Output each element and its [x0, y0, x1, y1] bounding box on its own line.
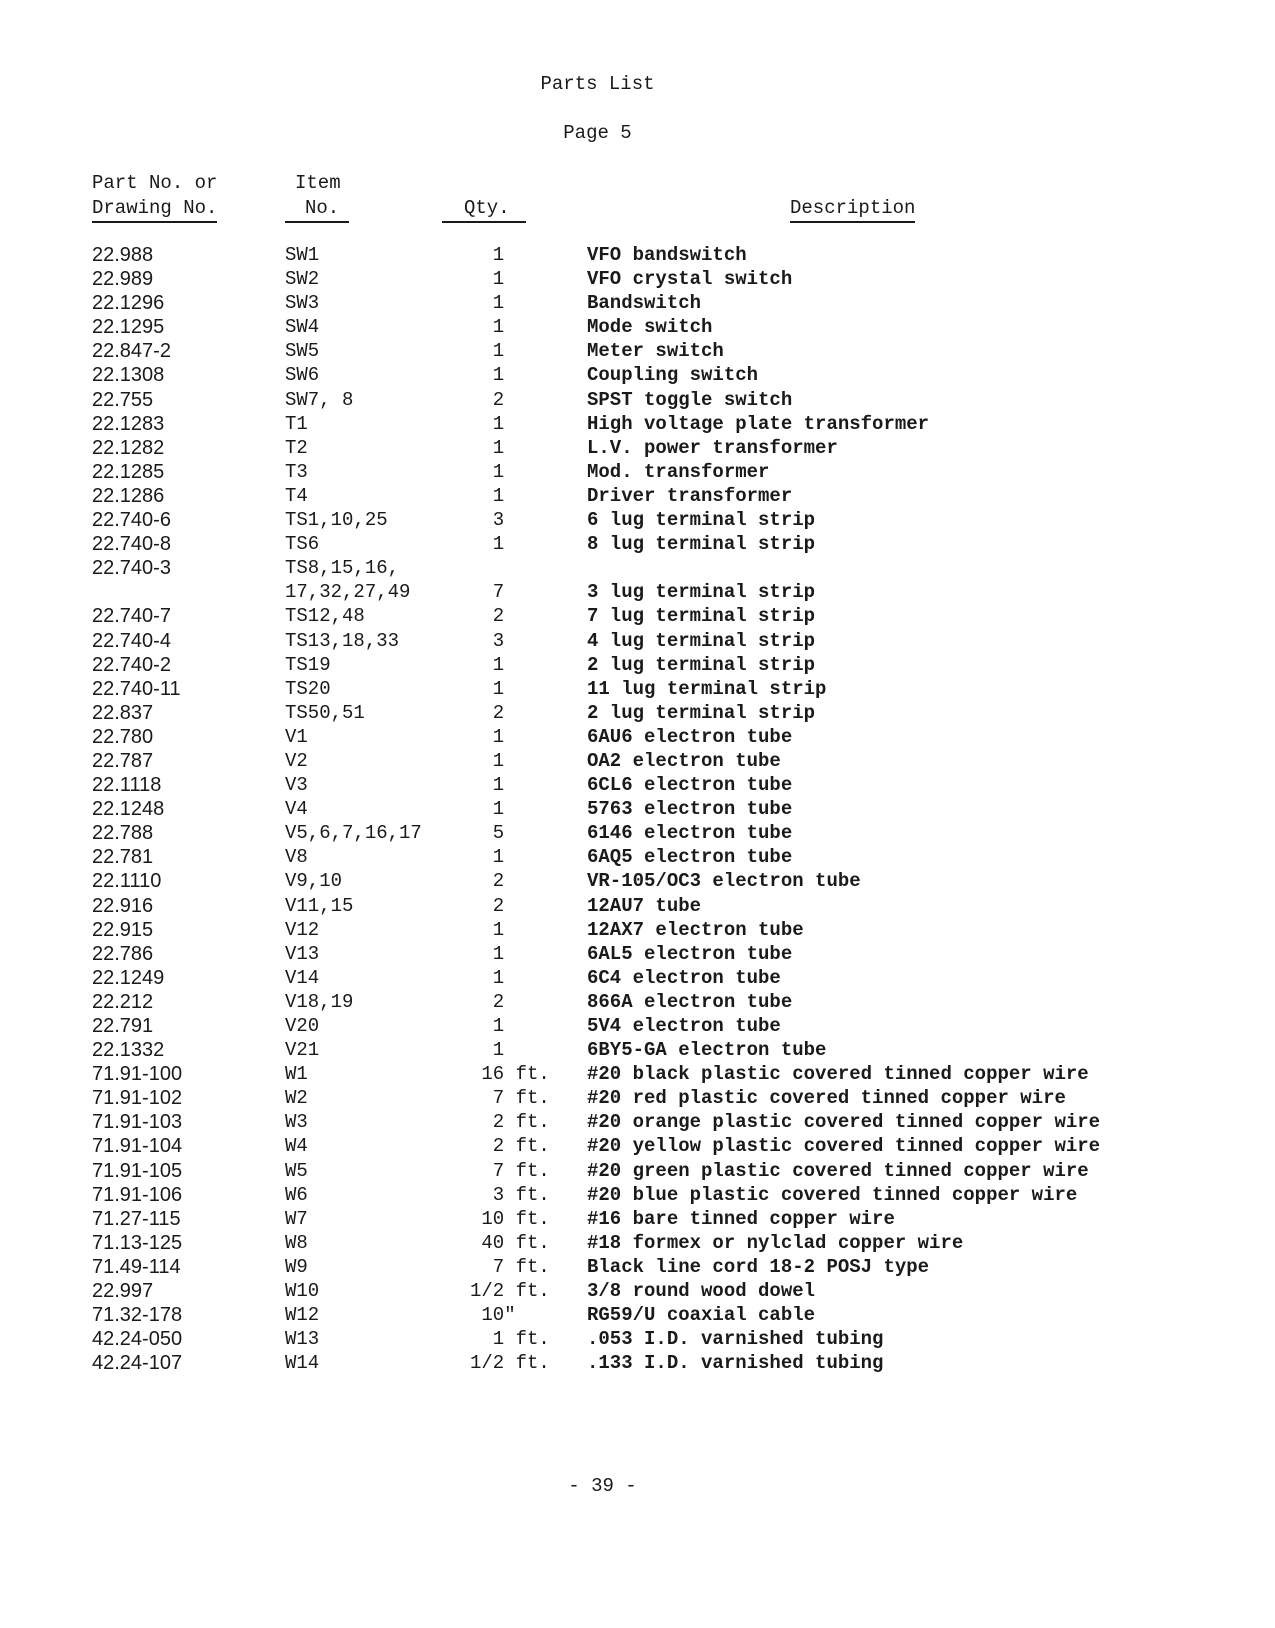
part-number: 22.1283 — [92, 412, 165, 435]
quantity: 1 — [470, 918, 505, 941]
part-number: 42.24-050 — [92, 1328, 183, 1351]
item-number: W7 — [285, 1207, 308, 1230]
item-number: TS1,10,25 — [285, 509, 388, 532]
quantity: 1 — [470, 244, 505, 266]
part-number: 71.91-104 — [92, 1135, 183, 1158]
table-row — [0, 243, 1275, 267]
part-number: 22.1248 — [92, 798, 165, 821]
description: Black line cord 18-2 POSJ type — [587, 1255, 930, 1278]
header-description: Description — [790, 196, 915, 223]
quantity: 1 — [470, 292, 505, 315]
part-number: 22.1118 — [92, 774, 162, 797]
table-row — [0, 1038, 1275, 1062]
part-number: 71.91-106 — [92, 1183, 183, 1206]
description: 6 lug terminal strip — [587, 509, 816, 532]
quantity: 10 ft. — [470, 1207, 550, 1230]
item-number: V9,10 — [285, 870, 343, 893]
table-row — [0, 942, 1275, 966]
item-number: T3 — [285, 460, 308, 483]
description: 3 lug terminal strip — [587, 581, 816, 604]
document-title: Parts List — [540, 73, 655, 95]
description: 5V4 electron tube — [587, 1015, 781, 1037]
description: #20 black plastic covered tinned copper wire — [587, 1063, 1089, 1086]
item-number: W10 — [285, 1280, 320, 1303]
quantity: 1 — [470, 677, 505, 700]
item-number: W6 — [285, 1183, 308, 1206]
item-number: TS13,18,33 — [285, 629, 400, 652]
description: VFO crystal switch — [587, 268, 793, 291]
header-item-line1: Item — [295, 172, 341, 194]
item-number: W9 — [285, 1255, 308, 1278]
part-number: 22.781 — [92, 846, 154, 869]
item-number: V3 — [285, 774, 308, 797]
quantity: 1 — [470, 1039, 505, 1062]
part-number: 71.91-105 — [92, 1159, 183, 1182]
quantity: 2 ft. — [470, 1111, 550, 1134]
table-row — [0, 1351, 1275, 1375]
part-number: 22.1286 — [92, 484, 165, 507]
quantity: 1 — [470, 725, 505, 748]
description: 5763 electron tube — [587, 798, 793, 821]
page-label: Page 5 — [563, 122, 632, 144]
table-row — [0, 725, 1275, 749]
part-number: 22.755 — [92, 388, 154, 411]
header-part-no — [92, 171, 217, 223]
description: 11 lug terminal strip — [587, 677, 827, 700]
table-row — [0, 412, 1275, 436]
quantity: 1 — [470, 484, 505, 507]
table-row — [0, 315, 1275, 339]
part-number: 22.740-8 — [92, 533, 171, 556]
description: 2 lug terminal strip — [587, 701, 816, 724]
description: #20 blue plastic covered tinned copper wire — [587, 1183, 1078, 1206]
description: 4 lug terminal strip — [587, 629, 816, 652]
part-number: 71.32-178 — [92, 1304, 183, 1327]
description: High voltage plate transformer — [587, 412, 930, 435]
part-number: 22.1332 — [92, 1039, 165, 1062]
quantity: 1 — [470, 533, 505, 556]
part-number: 22.212 — [92, 990, 154, 1013]
table-row — [0, 1327, 1275, 1351]
item-number: TS50,51 — [285, 701, 365, 724]
description: 6AQ5 electron tube — [587, 846, 793, 869]
item-number: V20 — [285, 1015, 320, 1037]
table-row — [0, 267, 1275, 291]
table-row — [0, 436, 1275, 460]
description: SPST toggle switch — [587, 388, 793, 411]
part-number: 22.1308 — [92, 364, 165, 387]
quantity: 3 ft. — [470, 1183, 550, 1206]
item-number: W13 — [285, 1328, 320, 1351]
item-number: V8 — [285, 846, 308, 869]
quantity: 1 — [470, 412, 505, 435]
quantity: 1 — [470, 774, 505, 797]
description: Bandswitch — [587, 292, 702, 315]
item-number: SW4 — [285, 316, 320, 339]
table-row — [0, 1086, 1275, 1110]
part-number: 22.791 — [92, 1015, 154, 1037]
header-item-line2: No. — [285, 196, 349, 223]
description: Mod. transformer — [587, 460, 770, 483]
description: #20 green plastic covered tinned copper wire — [587, 1159, 1089, 1182]
quantity: 10" — [470, 1304, 516, 1327]
part-number: 22.740-2 — [92, 653, 171, 676]
item-number: SW2 — [285, 268, 320, 291]
part-number: 71.91-103 — [92, 1111, 183, 1134]
description: .053 I.D. varnished tubing — [587, 1328, 884, 1351]
quantity: 1 — [470, 364, 505, 387]
table-row — [0, 580, 1275, 604]
item-number: W5 — [285, 1159, 308, 1182]
description: 6CL6 electron tube — [587, 774, 793, 797]
table-row — [0, 532, 1275, 556]
header-part-line1: Part No. or — [92, 172, 218, 194]
table-row — [0, 918, 1275, 942]
description: 12AX7 electron tube — [587, 918, 804, 941]
table-row — [0, 1231, 1275, 1255]
part-number: 22.837 — [92, 701, 154, 724]
quantity: 1 — [470, 966, 505, 989]
table-row — [0, 1183, 1275, 1207]
table-row — [0, 339, 1275, 363]
part-number: 22.740-3 — [92, 557, 171, 580]
table-row — [0, 604, 1275, 628]
table-row — [0, 1062, 1275, 1086]
description: VFO bandswitch — [587, 244, 747, 266]
item-number: SW7, 8 — [285, 388, 354, 411]
item-number: W12 — [285, 1304, 320, 1327]
quantity: 7 ft. — [470, 1159, 550, 1182]
part-number: 22.988 — [92, 244, 154, 266]
description: Coupling switch — [587, 364, 759, 387]
quantity: 1 — [470, 316, 505, 339]
table-row — [0, 773, 1275, 797]
part-number: 22.780 — [92, 725, 154, 748]
part-number: 22.989 — [92, 268, 154, 291]
table-row — [0, 1207, 1275, 1231]
table-row — [0, 291, 1275, 315]
table-row — [0, 1110, 1275, 1134]
description: L.V. power transformer — [587, 436, 838, 459]
quantity: 1 — [470, 798, 505, 821]
table-row — [0, 1014, 1275, 1038]
part-number: 22.1110 — [92, 870, 162, 893]
quantity: 40 ft. — [470, 1231, 550, 1254]
part-number: 22.847-2 — [92, 340, 171, 363]
header-part-line2: Drawing No. — [92, 196, 217, 223]
item-number: V5,6,7,16,17 — [285, 822, 422, 845]
table-row — [0, 1159, 1275, 1183]
part-number: 22.1249 — [92, 966, 165, 989]
quantity: 1 — [470, 268, 505, 291]
item-number: W14 — [285, 1352, 320, 1375]
part-number: 22.740-7 — [92, 605, 171, 628]
table-row — [0, 1255, 1275, 1279]
description: 6146 electron tube — [587, 822, 793, 845]
item-number: TS20 — [285, 677, 331, 700]
description: 6AL5 electron tube — [587, 942, 793, 965]
table-row — [0, 701, 1275, 725]
description: 6C4 electron tube — [587, 966, 781, 989]
part-number: 71.91-100 — [92, 1063, 183, 1086]
table-row — [0, 508, 1275, 532]
quantity: 2 — [470, 870, 505, 893]
part-number: 71.13-125 — [92, 1231, 183, 1254]
quantity: 1 — [470, 846, 505, 869]
description: 6BY5-GA electron tube — [587, 1039, 827, 1062]
part-number: 22.916 — [92, 894, 154, 917]
parts-table — [0, 243, 1275, 1375]
description: 8 lug terminal strip — [587, 533, 816, 556]
description: 3/8 round wood dowel — [587, 1280, 816, 1303]
item-number: V14 — [285, 966, 320, 989]
table-row — [0, 869, 1275, 893]
table-row — [0, 990, 1275, 1014]
table-row — [0, 677, 1275, 701]
table-row — [0, 484, 1275, 508]
part-number: 71.91-102 — [92, 1087, 183, 1110]
part-number: 22.1295 — [92, 316, 165, 339]
item-number: W8 — [285, 1231, 308, 1254]
header-qty: Qty. — [442, 196, 526, 223]
part-number: 22.915 — [92, 918, 154, 941]
quantity: 1/2 ft. — [470, 1352, 550, 1375]
part-number: 22.1285 — [92, 460, 165, 483]
quantity: 2 — [470, 990, 505, 1013]
part-number: 22.1296 — [92, 292, 165, 315]
description: 866A electron tube — [587, 990, 793, 1013]
item-number: V18,19 — [285, 990, 354, 1013]
part-number: 71.49-114 — [92, 1255, 181, 1278]
table-row — [0, 894, 1275, 918]
description: #18 formex or nylclad copper wire — [587, 1231, 964, 1254]
quantity: 16 ft. — [470, 1063, 550, 1086]
quantity: 2 — [470, 388, 505, 411]
item-number: SW1 — [285, 244, 320, 266]
page-number: - 39 - — [568, 1475, 637, 1497]
item-number: TS8,15,16, — [285, 557, 400, 580]
table-row — [0, 363, 1275, 387]
table-row — [0, 460, 1275, 484]
quantity: 7 — [470, 581, 505, 604]
part-number: 22.740-11 — [92, 677, 181, 700]
table-row — [0, 821, 1275, 845]
item-number: W4 — [285, 1135, 308, 1158]
description: #16 bare tinned copper wire — [587, 1207, 895, 1230]
item-number: T1 — [285, 412, 308, 435]
part-number: 22.740-6 — [92, 509, 171, 532]
item-number: V12 — [285, 918, 320, 941]
quantity: 1 — [470, 653, 505, 676]
description: 12AU7 tube — [587, 894, 702, 917]
item-number: W3 — [285, 1111, 308, 1134]
quantity: 1 ft. — [470, 1328, 550, 1351]
description: VR-105/OC3 electron tube — [587, 870, 861, 893]
part-number: 22.787 — [92, 749, 154, 772]
table-row — [0, 653, 1275, 677]
quantity: 2 — [470, 894, 505, 917]
description: OA2 electron tube — [587, 749, 781, 772]
table-row — [0, 556, 1275, 580]
quantity: 2 — [470, 701, 505, 724]
item-number: V4 — [285, 798, 308, 821]
description: 6AU6 electron tube — [587, 725, 793, 748]
quantity: 7 ft. — [470, 1087, 550, 1110]
part-number: 22.997 — [92, 1280, 154, 1303]
item-number: W1 — [285, 1063, 308, 1086]
item-number: SW3 — [285, 292, 320, 315]
item-number: V21 — [285, 1039, 320, 1062]
table-row — [0, 629, 1275, 653]
item-number: V13 — [285, 942, 320, 965]
item-number: 17,32,27,49 — [285, 581, 411, 604]
description: Mode switch — [587, 316, 713, 339]
quantity: 3 — [470, 509, 505, 532]
table-row — [0, 388, 1275, 412]
quantity: 1 — [470, 1015, 505, 1037]
table-row — [0, 845, 1275, 869]
item-number: W2 — [285, 1087, 308, 1110]
part-number: 71.27-115 — [92, 1207, 181, 1230]
item-number: V11,15 — [285, 894, 354, 917]
table-row — [0, 797, 1275, 821]
quantity: 7 ft. — [470, 1255, 550, 1278]
table-row — [0, 1303, 1275, 1327]
part-number: 22.1282 — [92, 436, 165, 459]
header-item-no — [285, 171, 349, 223]
quantity: 5 — [470, 822, 505, 845]
item-number: TS6 — [285, 533, 320, 556]
item-number: V2 — [285, 749, 308, 772]
item-number: SW5 — [285, 340, 320, 363]
table-row — [0, 1134, 1275, 1158]
part-number: 22.786 — [92, 942, 154, 965]
description: RG59/U coaxial cable — [587, 1304, 816, 1327]
item-number: TS19 — [285, 653, 331, 676]
quantity: 1 — [470, 749, 505, 772]
description: 2 lug terminal strip — [587, 653, 816, 676]
quantity: 1 — [470, 436, 505, 459]
quantity: 3 — [470, 629, 505, 652]
item-number: T4 — [285, 484, 308, 507]
table-row — [0, 1279, 1275, 1303]
quantity: 1 — [470, 942, 505, 965]
quantity: 1 — [470, 340, 505, 363]
description: #20 yellow plastic covered tinned copper wire — [587, 1135, 1101, 1158]
description: #20 orange plastic covered tinned copper wire — [587, 1111, 1101, 1134]
quantity: 2 ft. — [470, 1135, 550, 1158]
quantity: 2 — [470, 605, 505, 628]
part-number: 22.740-4 — [92, 629, 171, 652]
quantity: 1/2 ft. — [470, 1280, 550, 1303]
part-number: 42.24-107 — [92, 1352, 183, 1375]
description: Driver transformer — [587, 484, 793, 507]
part-number: 22.788 — [92, 822, 154, 845]
description: Meter switch — [587, 340, 724, 363]
description: .133 I.D. varnished tubing — [587, 1352, 884, 1375]
item-number: SW6 — [285, 364, 320, 387]
item-number: TS12,48 — [285, 605, 365, 628]
quantity: 1 — [470, 460, 505, 483]
table-row — [0, 966, 1275, 990]
table-row — [0, 749, 1275, 773]
description: 7 lug terminal strip — [587, 605, 816, 628]
item-number: V1 — [285, 725, 308, 748]
description: #20 red plastic covered tinned copper wire — [587, 1087, 1066, 1110]
item-number: T2 — [285, 436, 308, 459]
